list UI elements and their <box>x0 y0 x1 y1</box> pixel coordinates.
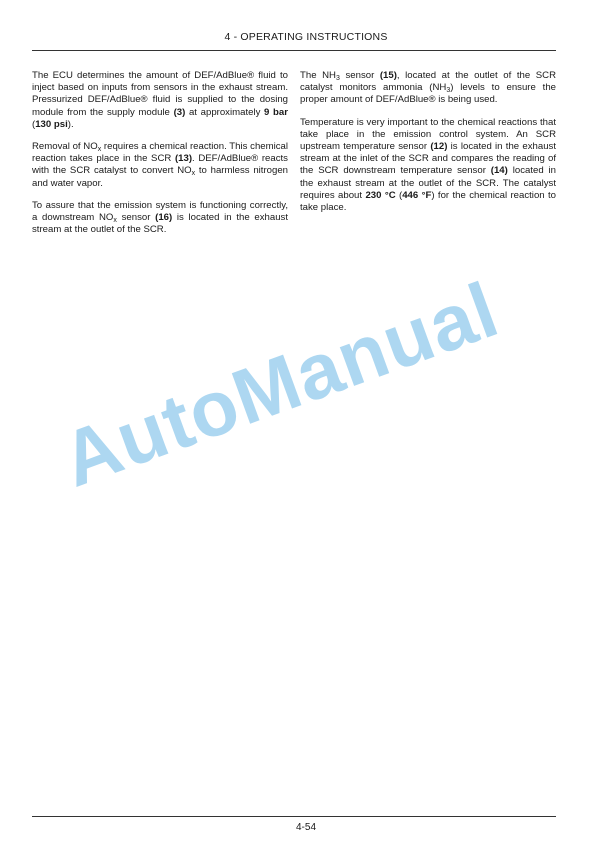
left-column <box>32 70 288 246</box>
page-number: 4-54 <box>295 822 316 833</box>
watermark: AutoManual <box>50 264 510 504</box>
page-footer <box>0 822 612 833</box>
paragraph-nh3-sensor: The $NH_3$ sensor (15), located at the outlet of the SCR catalyst monitors ammonia $(NH_3)$ levels to ensure the proper amount of DEF/AdBlue® is being used. <box>300 70 556 106</box>
right-column <box>300 70 556 224</box>
paragraph-nox-removal: Removal of $NO_x$ requires a chemical reaction. This chemical reaction takes place in the SCR (13). DEF/AdBlue® reacts with the SCR catalyst to convert $NO_x$ to harmless nitrogen and water vapor. <box>32 141 289 189</box>
paragraph-ecu-dosing: The ECU determines the amount of DEF/AdBlue® fluid to inject based on inputs from sensors in the exhaust stream. Pressurized DEF/AdBlue® fluid is supplied to the dosing module from the supply module (3) at approximately 9 bar (130 psi). <box>32 70 288 130</box>
paragraph-nox-sensor: To assure that the emission system is functioning correctly, a downstream $NO_x$ sensor (16) is located in the exhaust stream at the outlet of the SCR. <box>32 199 288 236</box>
page-header <box>0 31 612 43</box>
header-title: 4 - OPERATING INSTRUCTIONS <box>224 31 388 43</box>
header-rule <box>32 50 556 51</box>
paragraph-temperature: Temperature is very important to the chemical reactions that take place in the emission control system. An SCR upstream temperature sensor (12) is located in the exhaust stream at the inlet of the SCR and compares the reading of the SCR downstream temperature sensor (14) located in the exhaust stream at the outlet of the SCR. The catalyst requires about 230 °C (446 °F) for the chemical reaction to take place. <box>300 116 557 214</box>
footer-rule <box>32 816 556 817</box>
